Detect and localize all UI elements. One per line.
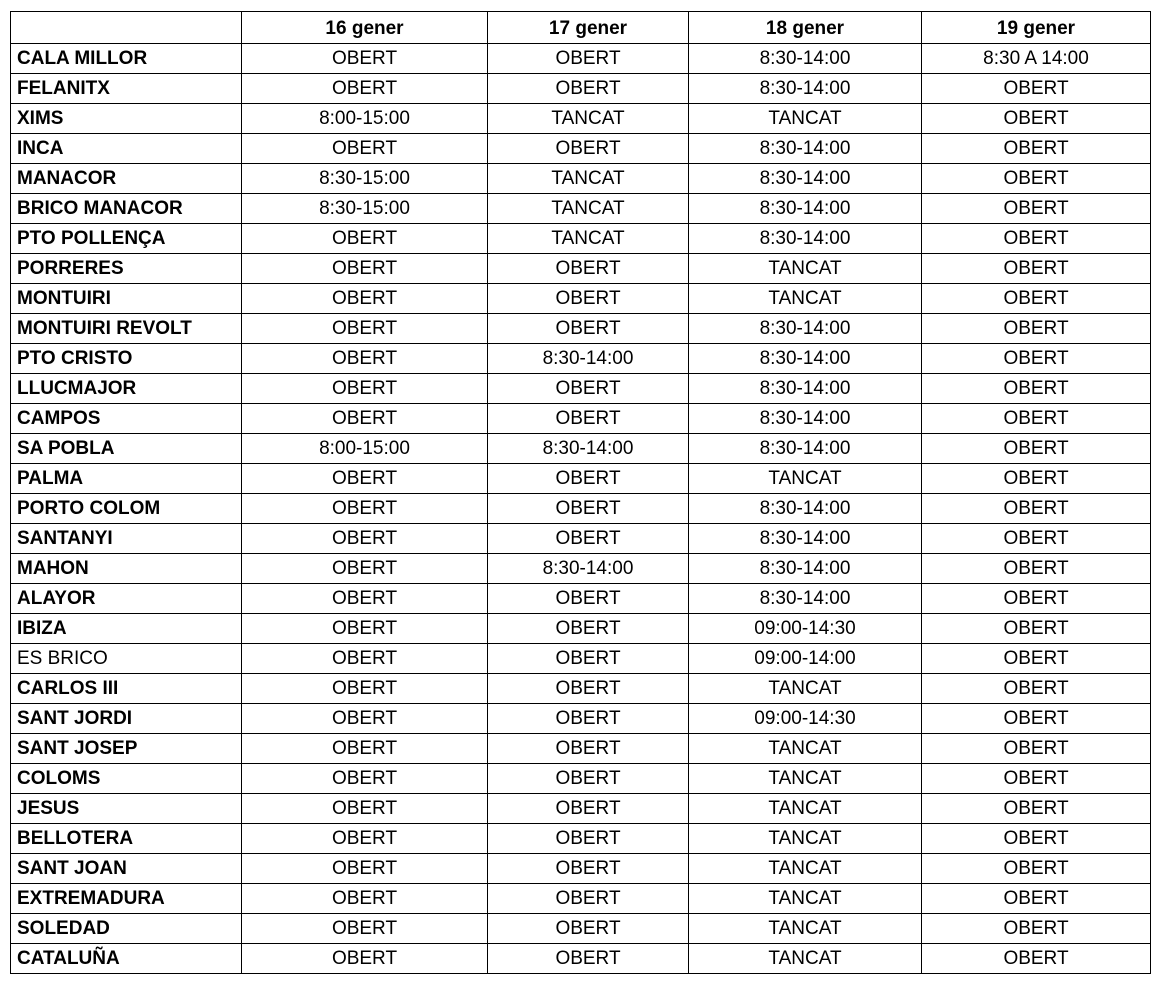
store-name-cell: CARLOS III (11, 674, 242, 704)
table-row (11, 884, 1151, 914)
hours-cell-day-3: 09:00-14:00 (689, 644, 922, 674)
hours-cell-day-1: OBERT (242, 404, 488, 434)
hours-cell-day-1: 8:00-15:00 (242, 434, 488, 464)
hours-cell-day-4: OBERT (922, 614, 1151, 644)
store-name-cell: MAHON (11, 554, 242, 584)
hours-cell-day-2: OBERT (488, 614, 689, 644)
hours-cell-day-4: OBERT (922, 254, 1151, 284)
hours-cell-day-4: OBERT (922, 194, 1151, 224)
store-name-cell: SOLEDAD (11, 914, 242, 944)
store-name-cell: PORTO COLOM (11, 494, 242, 524)
hours-cell-day-2: OBERT (488, 524, 689, 554)
hours-cell-day-4: 8:30 A 14:00 (922, 44, 1151, 74)
hours-cell-day-3: TANCAT (689, 764, 922, 794)
hours-cell-day-2: OBERT (488, 884, 689, 914)
table-row (11, 194, 1151, 224)
hours-cell-day-3: 8:30-14:00 (689, 344, 922, 374)
table-row (11, 44, 1151, 74)
hours-cell-day-3: 09:00-14:30 (689, 614, 922, 644)
store-name-cell: PTO POLLENÇA (11, 224, 242, 254)
hours-cell-day-3: 8:30-14:00 (689, 134, 922, 164)
hours-cell-day-3: TANCAT (689, 254, 922, 284)
hours-cell-day-3: TANCAT (689, 944, 922, 974)
hours-cell-day-1: OBERT (242, 734, 488, 764)
hours-cell-day-3: TANCAT (689, 464, 922, 494)
header-day-1: 16 gener (242, 12, 488, 44)
hours-cell-day-1: OBERT (242, 554, 488, 584)
header-day-2: 17 gener (488, 12, 689, 44)
hours-cell-day-4: OBERT (922, 854, 1151, 884)
store-name-cell: MONTUIRI REVOLT (11, 314, 242, 344)
hours-cell-day-3: TANCAT (689, 824, 922, 854)
hours-cell-day-4: OBERT (922, 584, 1151, 614)
hours-cell-day-1: OBERT (242, 584, 488, 614)
table-row (11, 134, 1151, 164)
hours-cell-day-4: OBERT (922, 374, 1151, 404)
hours-cell-day-4: OBERT (922, 104, 1151, 134)
hours-cell-day-3: 8:30-14:00 (689, 584, 922, 614)
header-day-4: 19 gener (922, 12, 1151, 44)
hours-cell-day-1: OBERT (242, 824, 488, 854)
table-row (11, 404, 1151, 434)
hours-cell-day-2: OBERT (488, 494, 689, 524)
hours-cell-day-2: OBERT (488, 644, 689, 674)
hours-cell-day-4: OBERT (922, 464, 1151, 494)
table-row (11, 704, 1151, 734)
store-name-cell: SANTANYI (11, 524, 242, 554)
header-store-column (11, 12, 242, 44)
hours-cell-day-2: OBERT (488, 74, 689, 104)
hours-cell-day-3: TANCAT (689, 734, 922, 764)
header-row (11, 12, 1151, 44)
hours-cell-day-2: TANCAT (488, 104, 689, 134)
hours-cell-day-4: OBERT (922, 344, 1151, 374)
hours-cell-day-4: OBERT (922, 884, 1151, 914)
hours-cell-day-1: OBERT (242, 494, 488, 524)
store-name-cell: SANT JOSEP (11, 734, 242, 764)
table-row (11, 164, 1151, 194)
hours-cell-day-3: TANCAT (689, 674, 922, 704)
hours-cell-day-4: OBERT (922, 134, 1151, 164)
hours-cell-day-4: OBERT (922, 524, 1151, 554)
table-header (11, 12, 1151, 44)
table-row (11, 824, 1151, 854)
table-row (11, 854, 1151, 884)
hours-cell-day-2: OBERT (488, 914, 689, 944)
hours-cell-day-2: OBERT (488, 254, 689, 284)
store-name-cell: SANT JOAN (11, 854, 242, 884)
hours-cell-day-1: OBERT (242, 44, 488, 74)
store-name-cell: ES BRICO (11, 644, 242, 674)
hours-cell-day-1: OBERT (242, 134, 488, 164)
hours-cell-day-2: OBERT (488, 374, 689, 404)
hours-cell-day-2: OBERT (488, 464, 689, 494)
hours-cell-day-1: OBERT (242, 254, 488, 284)
hours-cell-day-3: TANCAT (689, 914, 922, 944)
hours-cell-day-2: OBERT (488, 134, 689, 164)
hours-cell-day-2: OBERT (488, 824, 689, 854)
store-name-cell: PORRERES (11, 254, 242, 284)
table-row (11, 224, 1151, 254)
hours-cell-day-1: OBERT (242, 224, 488, 254)
store-name-cell: INCA (11, 134, 242, 164)
store-name-cell: JESUS (11, 794, 242, 824)
hours-cell-day-1: OBERT (242, 284, 488, 314)
table-row (11, 644, 1151, 674)
table-row (11, 374, 1151, 404)
hours-cell-day-1: 8:30-15:00 (242, 194, 488, 224)
table-row (11, 734, 1151, 764)
hours-cell-day-2: TANCAT (488, 194, 689, 224)
hours-cell-day-4: OBERT (922, 284, 1151, 314)
table-row (11, 254, 1151, 284)
table-body (11, 44, 1151, 974)
hours-cell-day-3: 8:30-14:00 (689, 494, 922, 524)
store-name-cell: FELANITX (11, 74, 242, 104)
store-name-cell: SANT JORDI (11, 704, 242, 734)
hours-cell-day-2: OBERT (488, 44, 689, 74)
hours-cell-day-3: TANCAT (689, 884, 922, 914)
hours-cell-day-4: OBERT (922, 734, 1151, 764)
hours-cell-day-1: OBERT (242, 614, 488, 644)
table-row (11, 794, 1151, 824)
hours-cell-day-3: 8:30-14:00 (689, 434, 922, 464)
store-name-cell: BELLOTERA (11, 824, 242, 854)
hours-cell-day-1: OBERT (242, 74, 488, 104)
hours-cell-day-1: OBERT (242, 854, 488, 884)
store-name-cell: MONTUIRI (11, 284, 242, 314)
hours-cell-day-3: TANCAT (689, 104, 922, 134)
table-row (11, 944, 1151, 974)
hours-cell-day-2: 8:30-14:00 (488, 554, 689, 584)
store-name-cell: SA POBLA (11, 434, 242, 464)
hours-cell-day-4: OBERT (922, 164, 1151, 194)
store-name-cell: ALAYOR (11, 584, 242, 614)
table-row (11, 614, 1151, 644)
store-name-cell: PALMA (11, 464, 242, 494)
store-name-cell: COLOMS (11, 764, 242, 794)
hours-cell-day-2: OBERT (488, 284, 689, 314)
hours-cell-day-4: OBERT (922, 704, 1151, 734)
hours-cell-day-4: OBERT (922, 914, 1151, 944)
hours-cell-day-3: TANCAT (689, 854, 922, 884)
hours-cell-day-3: 8:30-14:00 (689, 524, 922, 554)
table-row (11, 584, 1151, 614)
hours-cell-day-3: 09:00-14:30 (689, 704, 922, 734)
hours-cell-day-4: OBERT (922, 74, 1151, 104)
hours-cell-day-4: OBERT (922, 314, 1151, 344)
hours-cell-day-3: 8:30-14:00 (689, 44, 922, 74)
store-name-cell: CALA MILLOR (11, 44, 242, 74)
table-row (11, 314, 1151, 344)
hours-cell-day-1: OBERT (242, 944, 488, 974)
hours-cell-day-1: OBERT (242, 644, 488, 674)
store-name-cell: LLUCMAJOR (11, 374, 242, 404)
hours-cell-day-1: OBERT (242, 884, 488, 914)
table-row (11, 494, 1151, 524)
store-name-cell: EXTREMADURA (11, 884, 242, 914)
store-name-cell: XIMS (11, 104, 242, 134)
hours-cell-day-1: OBERT (242, 344, 488, 374)
hours-cell-day-4: OBERT (922, 794, 1151, 824)
hours-cell-day-3: TANCAT (689, 794, 922, 824)
table-row (11, 284, 1151, 314)
hours-cell-day-1: OBERT (242, 524, 488, 554)
store-name-cell: CATALUÑA (11, 944, 242, 974)
hours-cell-day-1: OBERT (242, 374, 488, 404)
hours-cell-day-2: OBERT (488, 404, 689, 434)
table-row (11, 554, 1151, 584)
hours-cell-day-1: OBERT (242, 314, 488, 344)
hours-cell-day-2: OBERT (488, 944, 689, 974)
hours-cell-day-1: OBERT (242, 704, 488, 734)
hours-cell-day-2: 8:30-14:00 (488, 344, 689, 374)
store-name-cell: MANACOR (11, 164, 242, 194)
hours-cell-day-4: OBERT (922, 644, 1151, 674)
hours-cell-day-3: 8:30-14:00 (689, 194, 922, 224)
hours-cell-day-2: OBERT (488, 584, 689, 614)
hours-cell-day-1: OBERT (242, 764, 488, 794)
hours-cell-day-3: 8:30-14:00 (689, 404, 922, 434)
hours-cell-day-2: OBERT (488, 674, 689, 704)
hours-cell-day-4: OBERT (922, 434, 1151, 464)
hours-cell-day-1: OBERT (242, 914, 488, 944)
hours-cell-day-1: 8:30-15:00 (242, 164, 488, 194)
hours-cell-day-2: OBERT (488, 854, 689, 884)
hours-cell-day-4: OBERT (922, 404, 1151, 434)
hours-cell-day-4: OBERT (922, 944, 1151, 974)
table-row (11, 434, 1151, 464)
hours-cell-day-2: OBERT (488, 764, 689, 794)
store-name-cell: PTO CRISTO (11, 344, 242, 374)
hours-cell-day-2: OBERT (488, 314, 689, 344)
hours-cell-day-2: TANCAT (488, 224, 689, 254)
table-row (11, 104, 1151, 134)
store-name-cell: IBIZA (11, 614, 242, 644)
hours-cell-day-1: 8:00-15:00 (242, 104, 488, 134)
hours-cell-day-3: 8:30-14:00 (689, 374, 922, 404)
hours-cell-day-4: OBERT (922, 824, 1151, 854)
hours-cell-day-4: OBERT (922, 764, 1151, 794)
hours-cell-day-3: TANCAT (689, 284, 922, 314)
table-row (11, 344, 1151, 374)
hours-cell-day-2: 8:30-14:00 (488, 434, 689, 464)
table-row (11, 674, 1151, 704)
store-name-cell: CAMPOS (11, 404, 242, 434)
hours-cell-day-3: 8:30-14:00 (689, 554, 922, 584)
hours-cell-day-3: 8:30-14:00 (689, 224, 922, 254)
hours-cell-day-4: OBERT (922, 494, 1151, 524)
hours-cell-day-2: TANCAT (488, 164, 689, 194)
hours-cell-day-3: 8:30-14:00 (689, 164, 922, 194)
hours-cell-day-4: OBERT (922, 554, 1151, 584)
table-row (11, 464, 1151, 494)
hours-cell-day-2: OBERT (488, 734, 689, 764)
store-name-cell: BRICO MANACOR (11, 194, 242, 224)
hours-cell-day-4: OBERT (922, 674, 1151, 704)
hours-cell-day-1: OBERT (242, 464, 488, 494)
table-row (11, 914, 1151, 944)
hours-cell-day-2: OBERT (488, 704, 689, 734)
hours-cell-day-2: OBERT (488, 794, 689, 824)
hours-cell-day-3: 8:30-14:00 (689, 314, 922, 344)
table-row (11, 74, 1151, 104)
header-day-3: 18 gener (689, 12, 922, 44)
table-row (11, 764, 1151, 794)
hours-cell-day-3: 8:30-14:00 (689, 74, 922, 104)
hours-cell-day-1: OBERT (242, 794, 488, 824)
store-schedule-table (10, 11, 1151, 974)
hours-cell-day-1: OBERT (242, 674, 488, 704)
hours-cell-day-4: OBERT (922, 224, 1151, 254)
table-row (11, 524, 1151, 554)
